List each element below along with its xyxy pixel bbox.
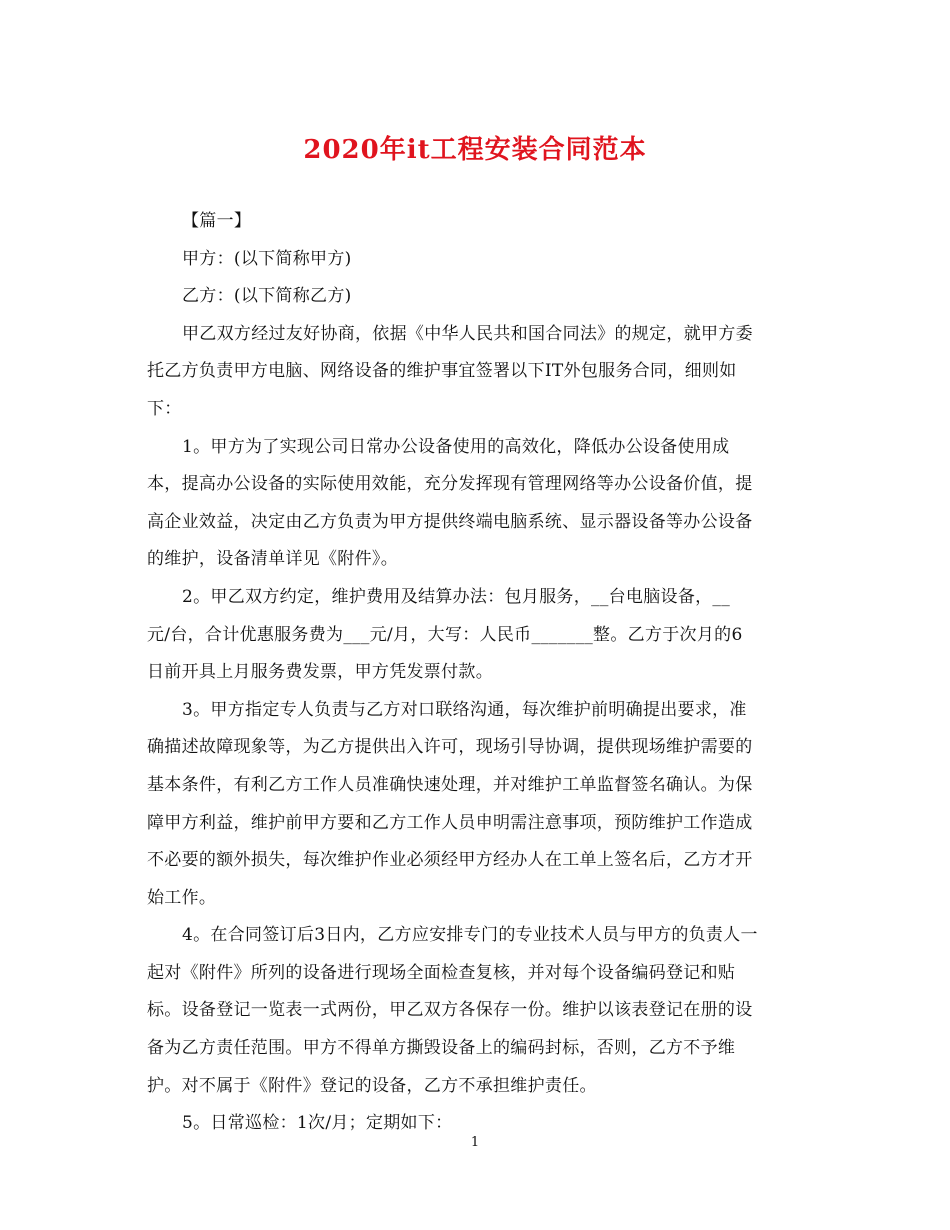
text-line: 3。甲方指定专人负责与乙方对口联络沟通，每次维护前明确提出要求，准 [182,699,747,720]
document-title: 2020年it工程安装合同范本 [303,135,647,165]
paragraph [147,579,809,692]
text-line: 高企业效益，决定由乙方负责为甲方提供终端电脑系统、显示器设备等办公设备 [147,511,753,532]
text-line: 5。日常巡检：1次/月；定期如下： [182,1113,453,1134]
document-body [147,203,809,1143]
text-line: 不必要的额外损失，每次维护作业必须经甲方经办人在工单上签名后，乙方才开 [147,850,753,871]
paragraph [147,429,809,579]
text-line: 下： [147,398,182,419]
text-line: 标。设备登记一览表一式两份，甲乙双方各保存一份。维护以该表登记在册的设 [147,1000,753,1021]
text-line: 甲乙双方经过友好协商，依据《中华人民共和国合同法》的规定，就甲方委 [182,323,753,344]
paragraph [147,203,809,241]
text-line: 起对《附件》所列的设备进行现场全面检查复核，并对每个设备编码登记和贴 [147,962,736,983]
text-line: 1。甲方为了实现公司日常办公设备使用的高效化，降低办公设备使用成 [182,436,730,457]
text-line: 2。甲乙双方约定，维护费用及结算办法：包月服务，__台电脑设备，__ [182,586,731,607]
paragraph [147,278,809,316]
text-line: 4。在合同签订后3日内，乙方应安排专门的专业技术人员与甲方的负责人一 [182,925,758,946]
text-line: 甲方：(以下简称甲方) [182,248,352,269]
paragraph [147,241,809,279]
paragraph [147,692,809,918]
paragraph [147,917,809,1105]
text-line: 备为乙方责任范围。甲方不得单方撕毁设备上的编码封标，否则，乙方不予维 [147,1038,736,1059]
text-line: 始工作。 [147,887,217,908]
text-line: 本，提高办公设备的实际使用效能，充分发挥现有管理网络等办公设备价值，提 [147,474,753,495]
text-line: 障甲方利益，维护前甲方要和乙方工作人员申明需注意事项，预防维护工作造成 [147,812,753,833]
text-line: 确描述故障现象等，为乙方提供出入许可，现场引导协调，提供现场维护需要的 [147,737,753,758]
text-line: 元/台，合计优惠服务费为___元/月，大写：人民币_______整。乙方于次月的6 [147,624,743,645]
text-line: 基本条件，有利乙方工作人员准确快速处理，并对维护工单监督签名确认。为保 [147,774,753,795]
text-line: 乙方：(以下简称乙方) [182,286,352,307]
text-line: 的维护，设备清单详见《附件》。 [147,549,398,570]
page-number: 1 [470,1135,480,1150]
text-line: 护。对不属于《附件》登记的设备，乙方不承担维护责任。 [147,1075,597,1096]
text-line: 日前开具上月服务费发票，甲方凭发票付款。 [147,662,493,683]
text-line: 托乙方负责甲方电脑、网络设备的维护事宜签署以下IT外包服务合同，细则如 [147,361,737,382]
text-line: 【篇一】 [182,211,252,231]
paragraph [147,316,809,429]
